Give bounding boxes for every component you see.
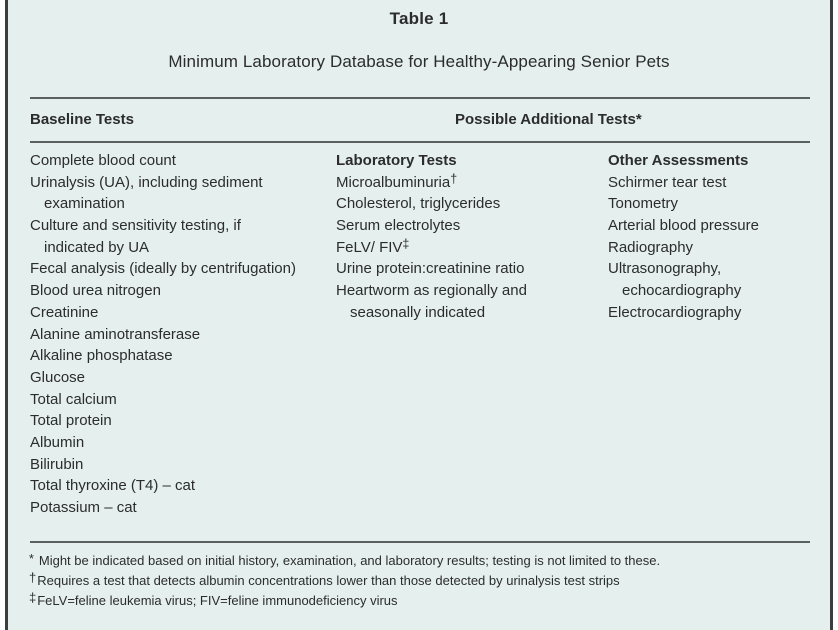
list-item: Complete blood count [30,152,176,169]
list-item: Serum electrolytes [336,217,461,235]
list-item: Heartworm as regionally and [336,282,527,300]
column-header-baseline: Baseline Tests [30,111,134,128]
column-header-possible-additional: Possible Additional Tests* [455,111,642,128]
list-item: Microalbuminuria† [336,171,458,191]
list-item: Creatinine [30,303,99,321]
footnote-text: FeLV=feline leukemia virus; FIV=feline immunodeficiency virus [37,593,398,608]
list-item: Bilirubin [30,455,84,473]
list-item: Cholesterol, triglycerides [336,195,501,213]
list-item: Alkaline phosphatase [30,347,173,365]
dagger-mark: † [29,570,37,585]
table-title: Minimum Laboratory Database for Healthy-Appearing Senior Pets [168,52,670,71]
list-item: Electrocardiography [608,303,742,321]
list-item: Total thyroxine (T4) – cat [30,477,196,495]
asterisk-mark: * [29,552,34,566]
divider-footnotes [30,541,810,543]
list-item-continuation: seasonally indicated [350,303,486,321]
subcolumn-header-laboratory-tests: Laboratory Tests [336,152,457,169]
list-item: Alanine aminotransferase [30,325,201,343]
list-item-continuation: echocardiography [622,282,742,300]
footnote-text: Requires a test that detects albumin concentrations lower than those detected by urinalysis test strips [37,573,620,588]
dagger-footnote-mark: † [450,171,458,186]
list-item: Urine protein:creatinine ratio [336,260,525,278]
list-item: FeLV/ FIV‡ [336,236,410,256]
divider-header [30,141,810,143]
laboratory-tests-list [336,150,527,324]
subcolumn-header-other-assessments: Other Assessments [608,152,749,169]
list-item-continuation: indicated by UA [44,238,150,256]
list-item: Ultrasonography, [608,260,722,278]
divider-top [30,97,810,99]
list-item: Arterial blood pressure [608,217,759,235]
list-item-continuation: examination [44,195,125,213]
list-item: Tonometry [608,195,679,213]
list-item: Glucose [30,368,86,386]
list-item: Culture and sensitivity testing, if [30,217,241,235]
footnote-double-dagger [29,591,660,611]
table-frame [5,0,833,630]
list-item: Total calcium [30,390,117,408]
list-item: Fecal analysis (ideally by centrifugation) [30,260,296,278]
list-item: Albumin [30,433,85,451]
other-assessments-list [608,150,759,324]
list-item: Urinalysis (UA), including sediment [30,173,263,191]
list-item: Schirmer tear test [608,173,727,191]
list-item: Total protein [30,412,112,430]
footnote-text: Might be indicated based on initial history, examination, and laboratory results; testing is not limited to these. [38,553,661,568]
baseline-tests-list [30,150,296,519]
list-item: Potassium – cat [30,499,137,516]
list-item: Blood urea nitrogen [30,282,161,300]
footnote-asterisk [29,551,660,571]
double-dagger-mark: ‡ [29,590,37,605]
double-dagger-footnote-mark: ‡ [402,236,410,251]
list-item: Radiography [608,238,694,256]
footnotes [29,551,660,611]
footnote-dagger [29,571,660,591]
table-label: Table 1 [389,9,449,28]
